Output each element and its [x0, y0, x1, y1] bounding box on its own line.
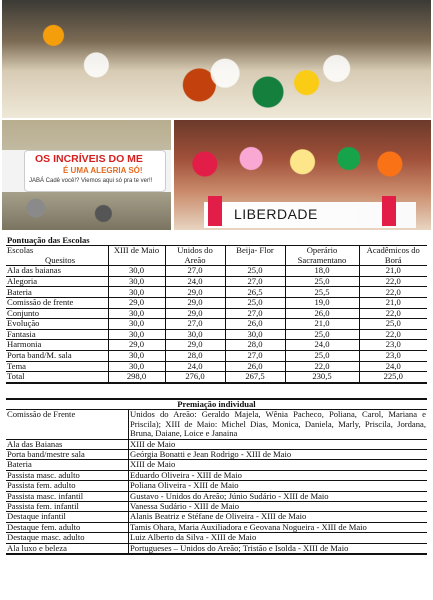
- score-cell: 30,0: [108, 308, 165, 319]
- parade-banner: [24, 150, 166, 192]
- score-cell: 18,0: [285, 266, 359, 277]
- header-school: Beija- Flor: [225, 246, 285, 266]
- score-cell: 29,0: [108, 340, 165, 351]
- award-winner: Luiz Alberto da Silva - XIII de Maio: [129, 533, 428, 543]
- award-winner: Poliana Oliveira - XIII de Maio: [129, 481, 428, 491]
- score-cell: 25,0: [225, 298, 285, 309]
- score-row: [6, 361, 427, 372]
- score-cell: 22,0: [359, 329, 427, 340]
- score-cell: 22,0: [359, 276, 427, 287]
- score-cell: 25,0: [359, 319, 427, 330]
- award-winner: Eduardo Oliveira - XIII de Maio: [129, 470, 428, 480]
- score-cell: 22,0: [285, 361, 359, 372]
- award-winner: Vanessa Sudário - XIII de Maio: [129, 502, 428, 512]
- score-cell: 28,0: [165, 350, 225, 361]
- award-category: Passista fem. adulto: [6, 481, 129, 491]
- score-cell: 25,5: [285, 287, 359, 298]
- total-row: [6, 372, 427, 383]
- quesito-label: Tema: [6, 361, 108, 372]
- score-cell: 21,0: [359, 298, 427, 309]
- award-row: [6, 543, 427, 554]
- score-cell: 27,0: [225, 350, 285, 361]
- award-category: Comissão de Frente: [6, 410, 129, 439]
- score-cell: 29,0: [165, 308, 225, 319]
- quesito-label: Fantasia: [6, 329, 108, 340]
- score-cell: 23,0: [359, 340, 427, 351]
- score-cell: 30,0: [108, 276, 165, 287]
- score-row: [6, 298, 427, 309]
- photo-costumed-revelers: [174, 120, 431, 230]
- score-cell: 30,0: [165, 329, 225, 340]
- award-category: Porta band/mestre sala: [6, 450, 129, 460]
- score-cell: 30,0: [108, 329, 165, 340]
- award-winner: Unidos do Areão: Geraldo Majela, Wênia Pacheco, Poliana, Carol, Mariana e Priscila); XIII de Maio: Michel Dias, Monica, Daniela, Marly, Priscila, Jordana, Bruna, Daiane, Loice e Janaina: [130, 409, 426, 439]
- award-category: Passista masc. adulto: [6, 470, 129, 480]
- school-scores-table: [6, 236, 427, 384]
- score-cell: 22,0: [359, 287, 427, 298]
- award-category: Destaque infantil: [6, 512, 129, 522]
- score-cell: 25,0: [225, 266, 285, 277]
- score-cell: 24,0: [285, 340, 359, 351]
- quesito-label: Conjunto: [6, 308, 108, 319]
- banner-red-stripe: [382, 196, 396, 226]
- award-row: [6, 491, 427, 501]
- quesito-label: Alegoria: [6, 276, 108, 287]
- quesito-label: Porta band/M. sala: [6, 350, 108, 361]
- score-cell: 29,0: [165, 340, 225, 351]
- score-row: [6, 340, 427, 351]
- header-school: Acadêmicos do Borá: [359, 246, 427, 266]
- award-winner: Portugueses – Unidos do Areão; Tristão e Isolda - XIII de Maio: [129, 543, 428, 554]
- award-row: [6, 533, 427, 543]
- liberdade-banner: [204, 202, 416, 228]
- header-row-labels: [6, 246, 108, 266]
- score-cell: 29,0: [108, 298, 165, 309]
- award-category: Passista masc. infantil: [6, 491, 129, 501]
- score-cell: 27,0: [165, 266, 225, 277]
- individual-awards-table: [6, 398, 427, 555]
- banner-red-stripe: [208, 196, 222, 226]
- award-row: [6, 522, 427, 532]
- award-row: [6, 512, 427, 522]
- score-cell: 30,0: [108, 287, 165, 298]
- total-cell: 276,0: [165, 372, 225, 383]
- score-row: [6, 350, 427, 361]
- score-cell: 30,0: [108, 319, 165, 330]
- banner-text: LIBERDADE: [234, 206, 318, 222]
- banner-line-1: OS INCRÍVEIS DO ME: [35, 153, 143, 165]
- quesito-label: Evolução: [6, 319, 108, 330]
- award-category: Ala luxo e beleza: [6, 543, 129, 554]
- score-row: [6, 319, 427, 330]
- score-cell: 30,0: [108, 350, 165, 361]
- award-row: [6, 470, 427, 480]
- total-cell: 230,5: [285, 372, 359, 383]
- score-cell: 19,0: [285, 298, 359, 309]
- photo-parade-with-banner: [2, 120, 171, 230]
- banner-line-3: JABÁ Cadê você!? Viemos aqui só pra te ver!!: [29, 178, 153, 184]
- award-row: [6, 439, 427, 449]
- score-row: [6, 329, 427, 340]
- score-cell: 25,0: [285, 276, 359, 287]
- score-cell: 30,0: [225, 329, 285, 340]
- score-cell: 24,0: [165, 276, 225, 287]
- award-row: [6, 481, 427, 491]
- award-winner: Tamis Ohara, Maria Auxiliadora e Geovana Nogueira - XIII de Maio: [129, 522, 428, 532]
- score-cell: 24,0: [359, 361, 427, 372]
- header-schools-label: Escolas: [7, 245, 34, 256]
- award-row: [6, 450, 427, 460]
- award-category: Destaque fem. adulto: [6, 522, 129, 532]
- score-cell: 26,0: [225, 361, 285, 372]
- score-row: [6, 308, 427, 319]
- score-row: [6, 287, 427, 298]
- total-label: Total: [6, 372, 108, 383]
- award-row: [6, 410, 427, 439]
- score-cell: 26,0: [225, 319, 285, 330]
- award-row: [6, 460, 427, 470]
- score-cell: 29,0: [165, 287, 225, 298]
- score-row: [6, 276, 427, 287]
- quesito-label: Bateria: [6, 287, 108, 298]
- total-cell: 298,0: [108, 372, 165, 383]
- header-school: Operário Sacramentano: [285, 246, 359, 266]
- award-category: Ala das Baianas: [6, 439, 129, 449]
- score-cell: 21,0: [285, 319, 359, 330]
- award-winner: Alanis Beatriz e Stéfane de Oliveira - XIII de Maio: [129, 512, 428, 522]
- header-quesitos-label: Quesitos: [45, 254, 76, 265]
- header-school: Unidos do Areão: [165, 246, 225, 266]
- score-cell: 21,0: [359, 266, 427, 277]
- award-winner: Gustavo - Unidos do Areão; Júnio Sudário - XIII de Maio: [129, 491, 428, 501]
- award-winner: XIII de Maio: [129, 439, 428, 449]
- quesito-label: Harmonia: [6, 340, 108, 351]
- score-cell: 28,0: [225, 340, 285, 351]
- award-row: [6, 502, 427, 512]
- score-cell: 30,0: [108, 266, 165, 277]
- total-cell: 267,5: [225, 372, 285, 383]
- award-winner: XIII de Maio: [129, 460, 428, 470]
- score-cell: 25,0: [285, 329, 359, 340]
- score-cell: 26,5: [225, 287, 285, 298]
- score-cell: 27,0: [225, 308, 285, 319]
- header-school: XIII de Maio: [108, 246, 165, 266]
- score-cell: 22,0: [359, 308, 427, 319]
- total-cell: 225,0: [359, 372, 427, 383]
- score-cell: 24,0: [165, 361, 225, 372]
- awards-title: Premiação individual: [6, 399, 427, 410]
- award-category: Destaque masc. adulto: [6, 533, 129, 543]
- photo-carnival-parade-drummers: [2, 0, 431, 118]
- score-cell: 26,0: [285, 308, 359, 319]
- score-cell: 27,0: [225, 276, 285, 287]
- quesito-label: Ala das baianas: [6, 266, 108, 277]
- score-cell: 25,0: [285, 350, 359, 361]
- score-row: [6, 266, 427, 277]
- award-winner: Geórgia Bonatti e Jean Rodrigo - XIII de Maio: [129, 450, 428, 460]
- banner-line-2: É UMA ALEGRIA SÓ!: [63, 166, 143, 175]
- score-cell: 23,0: [359, 350, 427, 361]
- quesito-label: Comissão de frente: [6, 298, 108, 309]
- award-category: Bateria: [6, 460, 129, 470]
- score-cell: 29,0: [165, 298, 225, 309]
- scores-title: Pontuação das Escolas: [6, 236, 427, 246]
- score-cell: 27,0: [165, 319, 225, 330]
- score-cell: 30,0: [108, 361, 165, 372]
- award-category: Passista fem. infantil: [6, 502, 129, 512]
